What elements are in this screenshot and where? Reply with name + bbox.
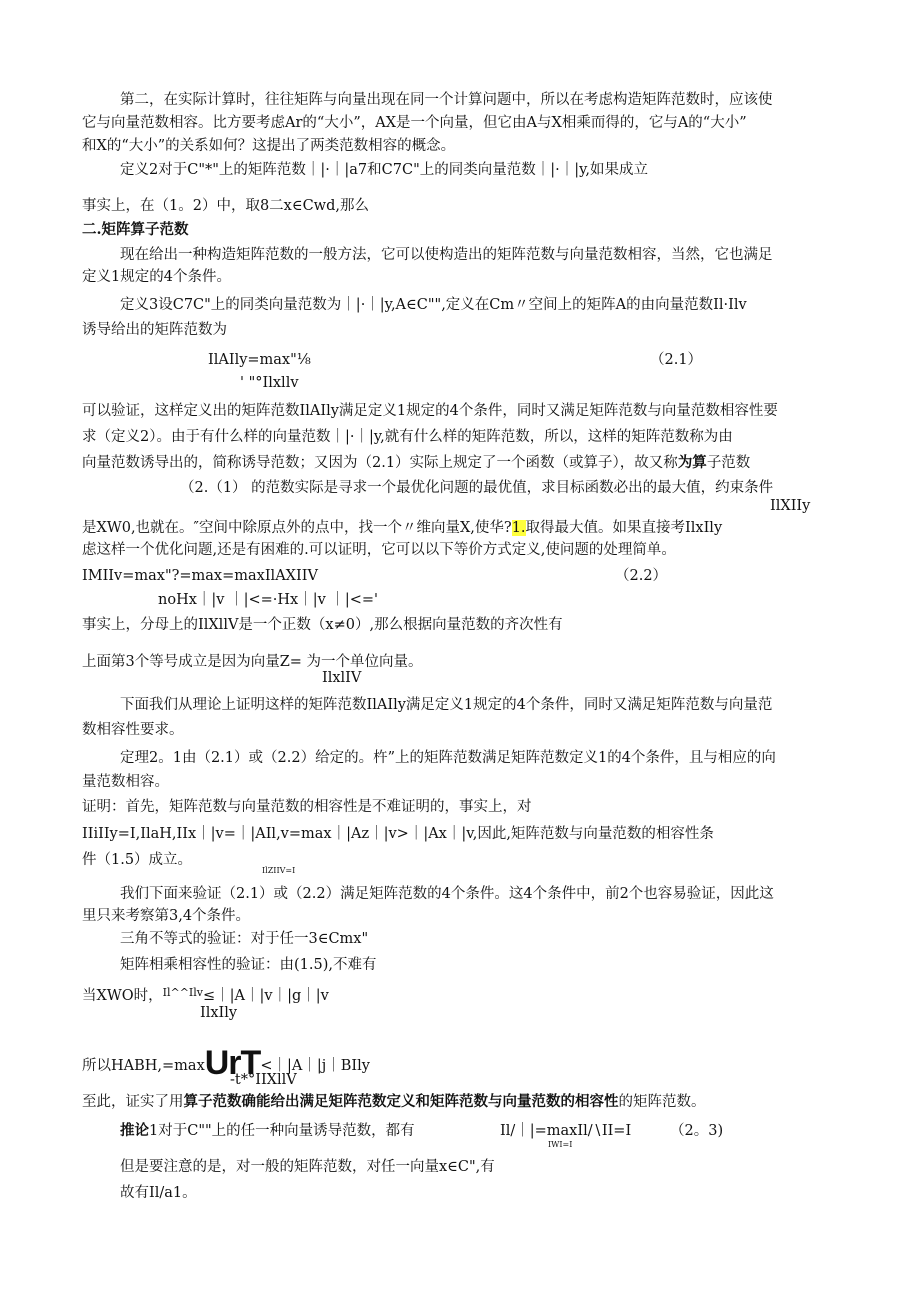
proof-line-2: IIiIIy=I,IlaH,IIx｜|v=｜|AIl,v=max｜|Az｜|v>｜|Ax｜|v,因此,矩阵范数与向量范数的相容性条 (82, 826, 714, 842)
proof-line-3: 件（1.5）成立。 (82, 852, 193, 868)
paragraph-4-line-1: （2.（1） 的范数实际是寻求一个最优化问题的最优值，求目标函数必出的最大值，约束条件 (180, 480, 774, 496)
paragraph-2-line-1: 现在给出一种构造矩阵范数的一般方法，它可以使构造出的矩阵范数与向量范数相容，当然，它也满足 (120, 247, 773, 263)
note-line: 但是要注意的是，对一般的矩阵范数，对任一向量x∈C",有 (120, 1159, 495, 1175)
when-numerator: Il^^Ilv (162, 986, 203, 999)
so-denominator: -t*°IIXllV (230, 1072, 297, 1088)
equation-2-2: IMIIv=max"?=max=maxIlAXIIV (82, 568, 318, 584)
paragraph-3-line-3 (82, 453, 750, 473)
equation-2-1: IlAIly=max"⅛ (208, 352, 311, 368)
unit-vector-line: 上面第3个等号成立是因为向量Z= 为一个单位向量。 (82, 654, 423, 670)
corollary-equation: Il/｜|=maxIl/∖II=I (500, 1123, 632, 1139)
proof-line-1: 证明：首先，矩阵范数与向量范数的相容性是不难证明的，事实上，对 (82, 799, 532, 815)
highlighted-text: 1. (511, 520, 526, 536)
unit-vector-denominator: IlxlIV (322, 670, 362, 686)
paragraph-3-line-2: 求（定义2）。由于有什么样的向量范数｜|·｜|y,就有什么样的矩阵范数，所以，这样的矩阵范数称为由 (82, 429, 733, 445)
conclusion-end: 的矩阵范数。 (618, 1094, 706, 1110)
theorem-2-1-line-2: 量范数相容。 (82, 774, 169, 790)
section-heading-operator-norm: 二.矩阵算子范数 (82, 221, 189, 238)
multiplication-compatibility-line: 矩阵相乘相容性的验证：由(1.5),不难有 (120, 957, 377, 973)
definition-3-line-1: 定义3设C7C"上的同类向量范数为｜|·｜|y,A∈C"",定义在Cm〃空间上的矩阵A的由向量范数Il·Ilv (120, 297, 747, 313)
paragraph-5-line-1: 下面我们从理论上证明这样的矩阵范数IlAIly满足定义1规定的4个条件，同时又满足矩阵范数与向量范 (120, 697, 773, 713)
paragraph-4-line-2 (82, 518, 722, 538)
corollary-text: 1对于C""上的任一种向量诱导范数，都有 (149, 1123, 415, 1139)
paragraph-4-fraction: IlXIIy (770, 498, 811, 514)
equation-2-2-number: （2.2） (615, 568, 668, 584)
equation-2-1-number: （2.1） (650, 352, 703, 368)
corollary-constraint: IWI=I (548, 1140, 573, 1149)
when-denominator: IlxIly (200, 1005, 238, 1021)
when-x-nonzero-text: 当XWO时， (82, 988, 163, 1004)
paragraph-5-line-2: 数相容性要求。 (82, 722, 184, 738)
operator-norm-term: 为算 (677, 454, 707, 471)
equation-2-1-denominator: ' "°Ilxllv (240, 375, 299, 391)
paragraph-4-line-3: 虑这样一个优化问题,还是有困难的.可以证明，它可以以下等价方式定义,使问题的处理简单。 (82, 542, 676, 558)
so-inequality-line (82, 1046, 370, 1080)
definition-3-line-2: 诱导给出的矩阵范数为 (82, 322, 227, 338)
conclusion-text: 至此，证实了用 (82, 1094, 184, 1110)
corollary-label: 推论 (120, 1122, 149, 1139)
theorem-2-1-line-1: 定理2。1由（2.1）或（2.2）给定的。杵”上的矩阵范数满足矩阵范数定义1的4个条件，且与相应的向 (120, 750, 776, 766)
so-large-fraction: UrT (204, 1044, 261, 1082)
paragraph-3-line-3-end: 子范数 (706, 455, 751, 471)
corollary-equation-number: （2。3) (670, 1123, 724, 1139)
paragraph-2-line-2: 定义1规定的4个条件。 (82, 269, 231, 285)
paragraph-1-line-1: 第二，在实际计算时，往往矩阵与向量出现在同一个计算问题中，所以在考虑构造矩阵范数时，应该使 (120, 92, 773, 108)
paragraph-4-line-2-text: 是XW0,也就在。″空间中除原点外的点中，找一个〃维向量X,使华? (82, 520, 512, 536)
proof-constraint: IlZIIV=I (262, 866, 296, 875)
paragraph-6-line-2: 里只来考察第3,4个条件。 (82, 908, 251, 924)
when-inequality: ≤｜|A｜|v｜|g｜|v (203, 988, 329, 1004)
corollary-1-line (120, 1121, 415, 1141)
so-bound: <｜|A｜|j｜BIly (260, 1058, 370, 1074)
fact-line-2: 事实上，分母上的IlXllV是一个正数（x≠0）,那么根据向量范数的齐次性有 (82, 617, 563, 633)
paragraph-3-line-1: 可以验证，这样定义出的矩阵范数IlAIly满足定义1规定的4个条件，同时又满足矩阵范数与向量范数相容性要 (82, 403, 778, 419)
paragraph-1-line-2: 它与向量范数相容。比方要考虑Ar的“大小”，AX是一个向量，但它由A与X相乘而得的，它与A的“大小” (82, 115, 747, 131)
so-text: 所以HABH,=max (82, 1058, 205, 1074)
paragraph-6-line-1: 我们下面来验证（2.1）或（2.2）满足矩阵范数的4个条件。这4个条件中，前2个也容易验证，因此这 (120, 886, 774, 902)
equation-2-2-denominators: noHx｜|v ｜|<=·Hx｜|v ｜|<=' (158, 592, 379, 608)
paragraph-1-line-3: 和X的“大小”的关系如何？这提出了两类范数相容的概念。 (82, 138, 456, 154)
paragraph-3-line-3-text: 向量范数诱导出的，简称诱导范数；又因为（2.1）实际上规定了一个函数（或算子），故又称 (82, 455, 678, 471)
definition-2: 定义2对于C"*"上的矩阵范数｜|·｜|a7和C7C"上的同类向量范数｜|·｜|y,如果成立 (120, 162, 648, 178)
paragraph-4-line-2-end: 取得最大值。如果直接考IlxIly (525, 520, 723, 536)
fact-line-1: 事实上，在（1。2）中，取8二x∈Cwd,那么 (82, 198, 369, 214)
conclusion-emphasis: 算子范数确能给出满足矩阵范数定义和矩阵范数与向量范数的相容性 (183, 1093, 619, 1110)
triangle-inequality-line: 三角不等式的验证：对于任一3∈Cmx" (120, 931, 369, 947)
final-line: 故有Il/a1。 (120, 1185, 197, 1201)
conclusion-line (82, 1092, 706, 1112)
